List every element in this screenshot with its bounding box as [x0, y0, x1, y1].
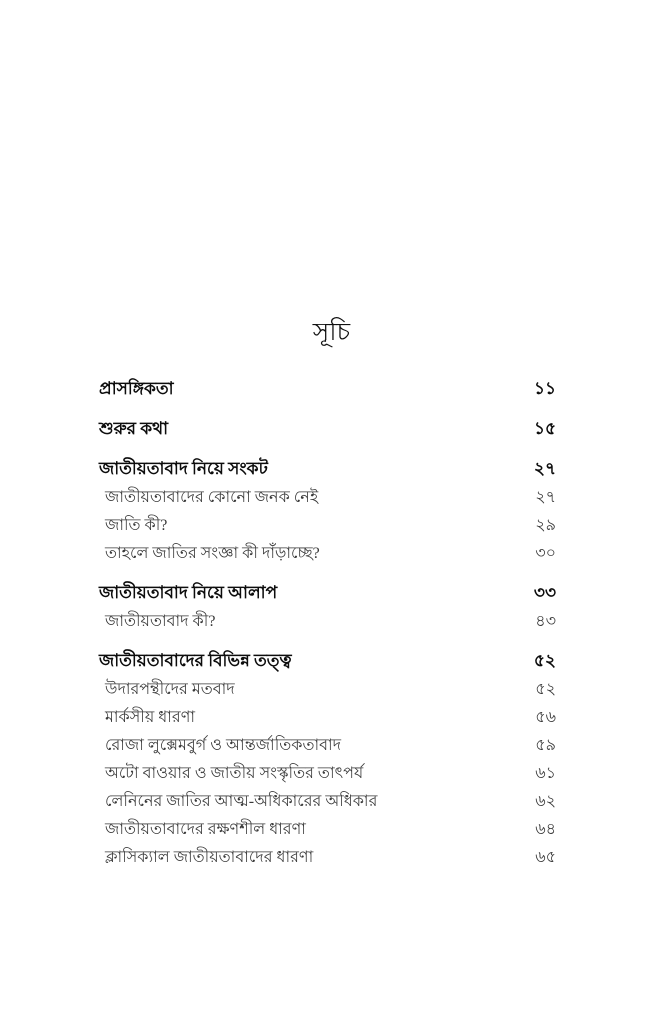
toc-entry[interactable] — [99, 732, 556, 760]
toc-entry[interactable] — [99, 540, 556, 568]
toc-entry-label: জাতীয়তাবাদের বিভিন্ন তত্ত্ব — [99, 651, 292, 670]
toc-entry[interactable] — [99, 376, 556, 404]
toc-entry-page-number: ২৯ — [535, 517, 556, 534]
toc-entry[interactable] — [99, 704, 556, 732]
toc-entry-label: উদারপন্থীদের মতবাদ — [105, 681, 235, 698]
page-title: সূচি — [312, 319, 351, 346]
toc-entry[interactable] — [99, 580, 556, 608]
toc-entry[interactable] — [99, 608, 556, 636]
toc-entry[interactable] — [99, 484, 556, 512]
toc-entry-page-number: ৫৯ — [535, 737, 556, 754]
toc-entry-page-number: ৬১ — [535, 765, 556, 782]
toc-entry-label: জাতীয়তাবাদ নিয়ে সংকট — [99, 459, 268, 478]
toc-entry-page-number: ১১ — [533, 379, 556, 398]
toc-entry-page-number: ৬৪ — [535, 821, 556, 838]
toc-entry-page-number: ৩০ — [535, 545, 556, 562]
toc-entry-label: জাতীয়তাবাদ নিয়ে আলাপ — [99, 583, 278, 602]
toc-entry-page-number: ১৫ — [533, 419, 556, 438]
toc-entry[interactable] — [99, 456, 556, 484]
toc-entry-page-number: ৩৩ — [533, 583, 556, 602]
toc-entry-label: জাতি কী? — [105, 517, 168, 534]
toc-entry-page-number: ২৭ — [533, 459, 556, 478]
toc-entry[interactable] — [99, 512, 556, 540]
toc-entry[interactable] — [99, 760, 556, 788]
toc-entry[interactable] — [99, 788, 556, 816]
table-of-contents-list — [99, 376, 556, 872]
toc-entry-label: প্রাসঙ্গিকতা — [99, 379, 174, 398]
toc-entry-page-number: ৬২ — [535, 793, 556, 810]
toc-entry-page-number: ৫২ — [535, 681, 556, 698]
toc-entry-label: শুরুর কথা — [99, 419, 169, 438]
toc-entry-label: লেনিনের জাতির আত্ম-অধিকারের অধিকার — [105, 793, 378, 810]
toc-entry-label: অটো বাওয়ার ও জাতীয় সংস্কৃতির তাৎপর্য — [105, 765, 364, 782]
toc-entry-page-number: ৪৩ — [535, 613, 556, 630]
toc-entry-label: মার্কসীয় ধারণা — [105, 709, 196, 726]
toc-entry[interactable] — [99, 676, 556, 704]
toc-entry-label: রোজা লুক্সেমবুর্গ ও আন্তর্জাতিকতাবাদ — [105, 737, 342, 754]
toc-entry[interactable] — [99, 816, 556, 844]
toc-entry-page-number: ৫২ — [533, 651, 556, 670]
toc-entry-label: ক্লাসিক্যাল জাতীয়তাবাদের ধারণা — [105, 849, 314, 866]
toc-entry-page-number: ৫৬ — [535, 709, 556, 726]
toc-entry[interactable] — [99, 844, 556, 872]
toc-entry-label: জাতীয়তাবাদের কোনো জনক নেই — [105, 489, 319, 506]
toc-entry-page-number: ২৭ — [535, 489, 556, 506]
toc-entry-label: তাহলে জাতির সংজ্ঞা কী দাঁড়াচ্ছে? — [105, 545, 320, 562]
toc-entry-page-number: ৬৫ — [535, 849, 556, 866]
toc-entry[interactable] — [99, 648, 556, 676]
toc-entry-label: জাতীয়তাবাদ কী? — [105, 613, 216, 630]
toc-entry[interactable] — [99, 416, 556, 444]
toc-entry-label: জাতীয়তাবাদের রক্ষণশীল ধারণা — [105, 821, 306, 838]
